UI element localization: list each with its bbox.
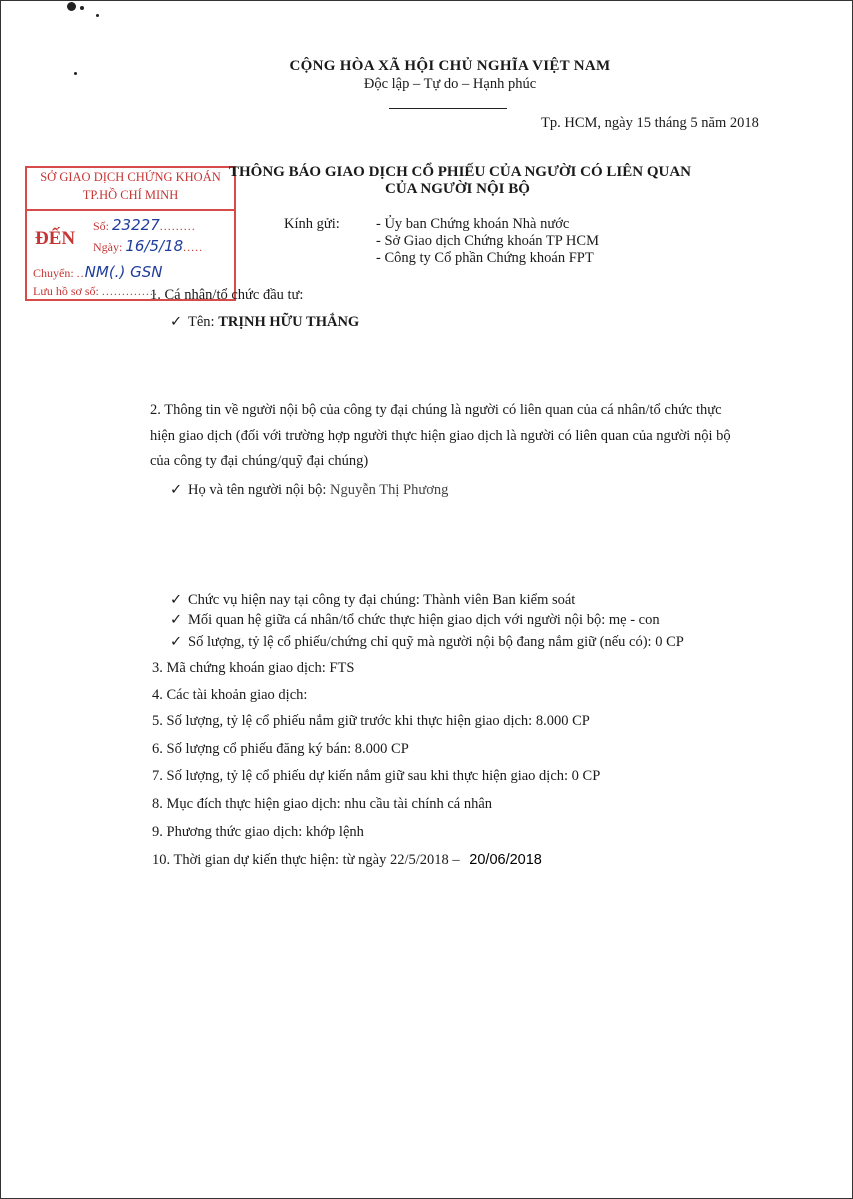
received-stamp [25, 166, 236, 301]
investor-name-row [170, 314, 359, 331]
check-icon: ✓ [170, 612, 183, 628]
item-8: 8. Mục đích thực hiện giao dịch: nhu cầu tài chính cá nhân [152, 796, 493, 812]
motto: Độc lập – Tự do – Hạnh phúc [363, 76, 537, 92]
recipient-item: - Công ty Cổ phần Chứng khoán FPT [376, 250, 594, 266]
notice-title-line2: CỦA NGƯỜI NỘI BỘ [385, 181, 530, 197]
item-7: 7. Số lượng, tỷ lệ cổ phiếu dự kiến nắm giữ sau khi thực hiện giao dịch: 0 CP [152, 768, 601, 784]
stamp-ngay [93, 237, 203, 255]
dots: ......... [159, 219, 196, 233]
scan-speck [80, 6, 84, 10]
item-4: 4. Các tài khoản giao dịch: [152, 687, 308, 703]
stamp-divider [27, 209, 234, 211]
dots: .............. [101, 284, 158, 298]
scan-speck [96, 14, 99, 17]
check-icon: ✓ [170, 634, 183, 650]
section2-line2: hiện giao dịch (đối với trường hợp người thực hiện giao dịch là người có liên quan của người nội bộ [150, 428, 731, 444]
recipient-item: - Ủy ban Chứng khoán Nhà nước [376, 216, 570, 232]
insider-holding: Số lượng, tỷ lệ cổ phiếu/chứng chỉ quỹ mà người nội bộ đang nắm giữ (nếu có): 0 CP [188, 634, 684, 650]
recipients-label: Kính gửi: [284, 216, 340, 232]
section1-heading: 1. Cá nhân/tổ chức đầu tư: [150, 287, 304, 303]
notice-title-line1: THÔNG BÁO GIAO DỊCH CỔ PHIẾU CỦA NGƯỜI CÓ LIÊN QUAN [229, 164, 691, 180]
relationship: Mối quan hệ giữa cá nhân/tổ chức thực hiện giao dịch với người nội bộ: mẹ - con [188, 612, 660, 628]
stamp-chuyen [33, 263, 162, 281]
item-6: 6. Số lượng cổ phiếu đăng ký bán: 8.000 CP [152, 741, 409, 757]
header-underline [389, 108, 507, 109]
insider-name-label: Họ và tên người nội bộ: [188, 482, 330, 498]
investor-name-value: TRỊNH HỮU THẮNG [218, 314, 360, 330]
check-icon: ✓ [170, 592, 183, 608]
scan-speck [67, 2, 76, 11]
check-icon: ✓ [170, 314, 183, 330]
item-10 [152, 852, 542, 869]
nation-header: CỘNG HÒA XÃ HỘI CHỦ NGHĨA VIỆT NAM [289, 58, 611, 74]
date-line: Tp. HCM, ngày 15 tháng 5 năm 2018 [541, 115, 759, 131]
insider-name-row [170, 482, 448, 499]
stamp-luu [33, 284, 158, 299]
recipient-item: - Sở Giao dịch Chứng khoán TP HCM [376, 233, 599, 249]
investor-name-label: Tên: [188, 314, 219, 330]
dots: .. [76, 266, 85, 280]
insider-name-value: Nguyễn Thị Phương [329, 482, 449, 498]
relationship-row [170, 612, 660, 629]
stamp-org-line1: SỞ GIAO DỊCH CHỨNG KHOÁN [40, 170, 221, 184]
stamp-luu-label: Lưu hồ sơ số: [33, 284, 99, 298]
insider-position-row [170, 592, 575, 609]
stamp-ngay-label: Ngày: [93, 240, 123, 254]
item-10-text: 10. Thời gian dự kiến thực hiện: từ ngày 22/5/2018 – [152, 852, 460, 868]
insider-holding-row [170, 634, 684, 651]
stamp-den: ĐẾN [35, 228, 76, 249]
stamp-so-value: 23227 [112, 216, 160, 234]
section2-line3: của công ty đại chúng/quỹ đại chúng) [150, 453, 369, 469]
stamp-so-label: Số: [93, 219, 110, 233]
item-5: 5. Số lượng, tỷ lệ cổ phiếu nắm giữ trước khi thực hiện giao dịch: 8.000 CP [152, 713, 590, 729]
stamp-org-line2: TP.HỒ CHÍ MINH [82, 188, 179, 202]
stamp-so [93, 216, 196, 234]
item-10-end-date: 20/06/2018 [469, 852, 542, 868]
stamp-ngay-value: 16/5/18 [125, 237, 184, 255]
stamp-chuyen-label: Chuyển: [33, 266, 74, 280]
section2-line1: 2. Thông tin về người nội bộ của công ty đại chúng là người có liên quan của cá nhân/tổ chức thực [150, 402, 722, 418]
item-3: 3. Mã chứng khoán giao dịch: FTS [152, 660, 355, 676]
check-icon: ✓ [170, 482, 183, 498]
stamp-chuyen-value: NM(.) GSN [84, 263, 163, 281]
dots: ..... [183, 240, 204, 254]
item-9: 9. Phương thức giao dịch: khớp lệnh [152, 824, 364, 840]
insider-position: Chức vụ hiện nay tại công ty đại chúng: Thành viên Ban kiểm soát [188, 592, 576, 608]
